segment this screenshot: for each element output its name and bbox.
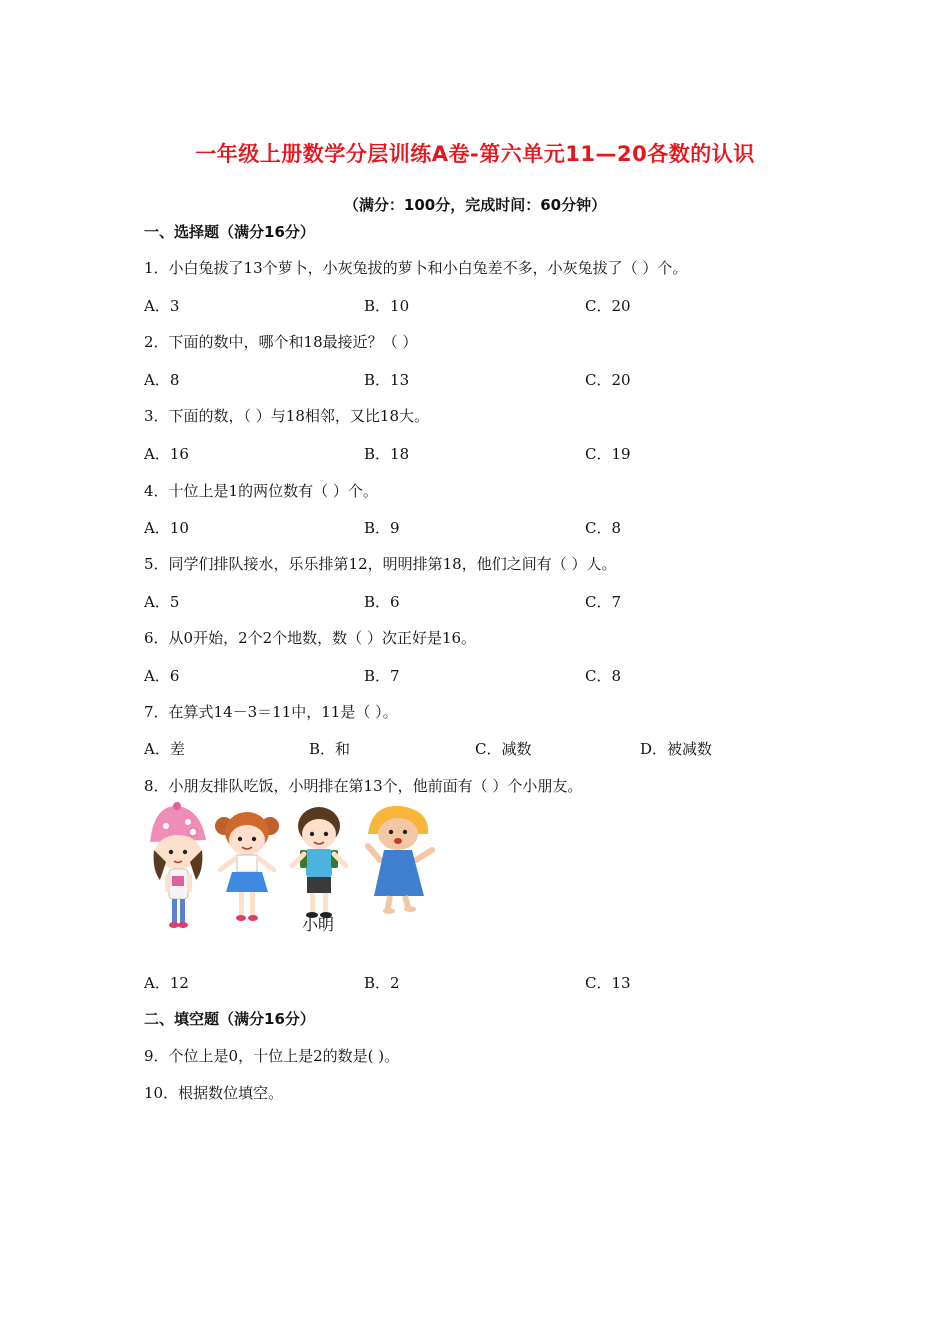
option-a: A．5 [144,593,180,611]
question-7-options [144,738,864,760]
option-a: A．12 [144,974,189,992]
option-b: B．13 [364,371,410,389]
option-c: C．19 [585,445,631,463]
option-a: A．10 [144,519,189,537]
option-c: C．13 [585,974,631,992]
option-d: D．被减数 [640,740,713,758]
question-3: 3．下面的数，（ ）与18相邻，又比18大。 [144,407,429,425]
option-a: A．6 [144,667,180,685]
question-2: 2．下面的数中，哪个和18最接近？（ ） [144,333,418,351]
option-c: C．20 [585,297,631,315]
question-8-options [144,972,864,994]
question-9: 9．个位上是0，十位上是2的数是( )。 [144,1047,400,1065]
question-6-options [144,665,864,687]
option-b: B．2 [364,974,400,992]
section-heading-fill-blank: 二、填空题（满分16分） [144,1010,315,1028]
option-b: B．9 [364,519,400,537]
option-c: C．20 [585,371,631,389]
option-a: A．差 [144,740,185,758]
option-b: B．和 [309,740,351,758]
page-title: 一年级上册数学分层训练A卷-第六单元11—20各数的认识 [195,142,755,166]
question-7: 7．在算式14－3＝11中，11是（ ）。 [144,703,398,721]
page-subtitle: （满分：100分，完成时间：60分钟） [343,196,607,214]
option-b: B．18 [364,445,410,463]
question-8: 8．小朋友排队吃饭，小明排在第13个，他前面有（ ）个小朋友。 [144,777,583,795]
option-c: C．减数 [475,740,532,758]
option-b: B．6 [364,593,400,611]
option-c: C．8 [585,667,622,685]
question-10: 10．根据数位填空。 [144,1084,284,1102]
question-1: 1．小白兔拔了13个萝卜，小灰兔拔的萝卜和小白兔差不多，小灰兔拔了（ ）个。 [144,259,688,277]
option-b: B．10 [364,297,410,315]
boy-xiaoming-figure [292,807,346,918]
question-4: 4．十位上是1的两位数有（ ）个。 [144,482,378,500]
girl-yellow-hat-figure [368,806,432,914]
question-3-options [144,443,864,465]
option-a: A．16 [144,445,189,463]
girl-pink-hat-figure [150,802,206,928]
option-b: B．7 [364,667,400,685]
option-c: C．7 [585,593,622,611]
option-a: A．8 [144,371,180,389]
question-6: 6．从0开始，2个2个地数，数（ ）次正好是16。 [144,629,477,647]
children-illustration [144,800,444,940]
question-5-options [144,591,864,613]
option-a: A．3 [144,297,180,315]
section-heading-choice: 一、选择题（满分16分） [144,223,315,241]
question-2-options [144,369,864,391]
option-c: C．8 [585,519,622,537]
question-5: 5．同学们排队接水，乐乐排第12，明明排第18，他们之间有（ ）人。 [144,555,617,573]
question-4-options [144,517,864,539]
figure-label-xiaoming: 小明 [302,915,335,934]
girl-pigtails-figure [215,812,279,921]
question-1-options [144,295,864,317]
